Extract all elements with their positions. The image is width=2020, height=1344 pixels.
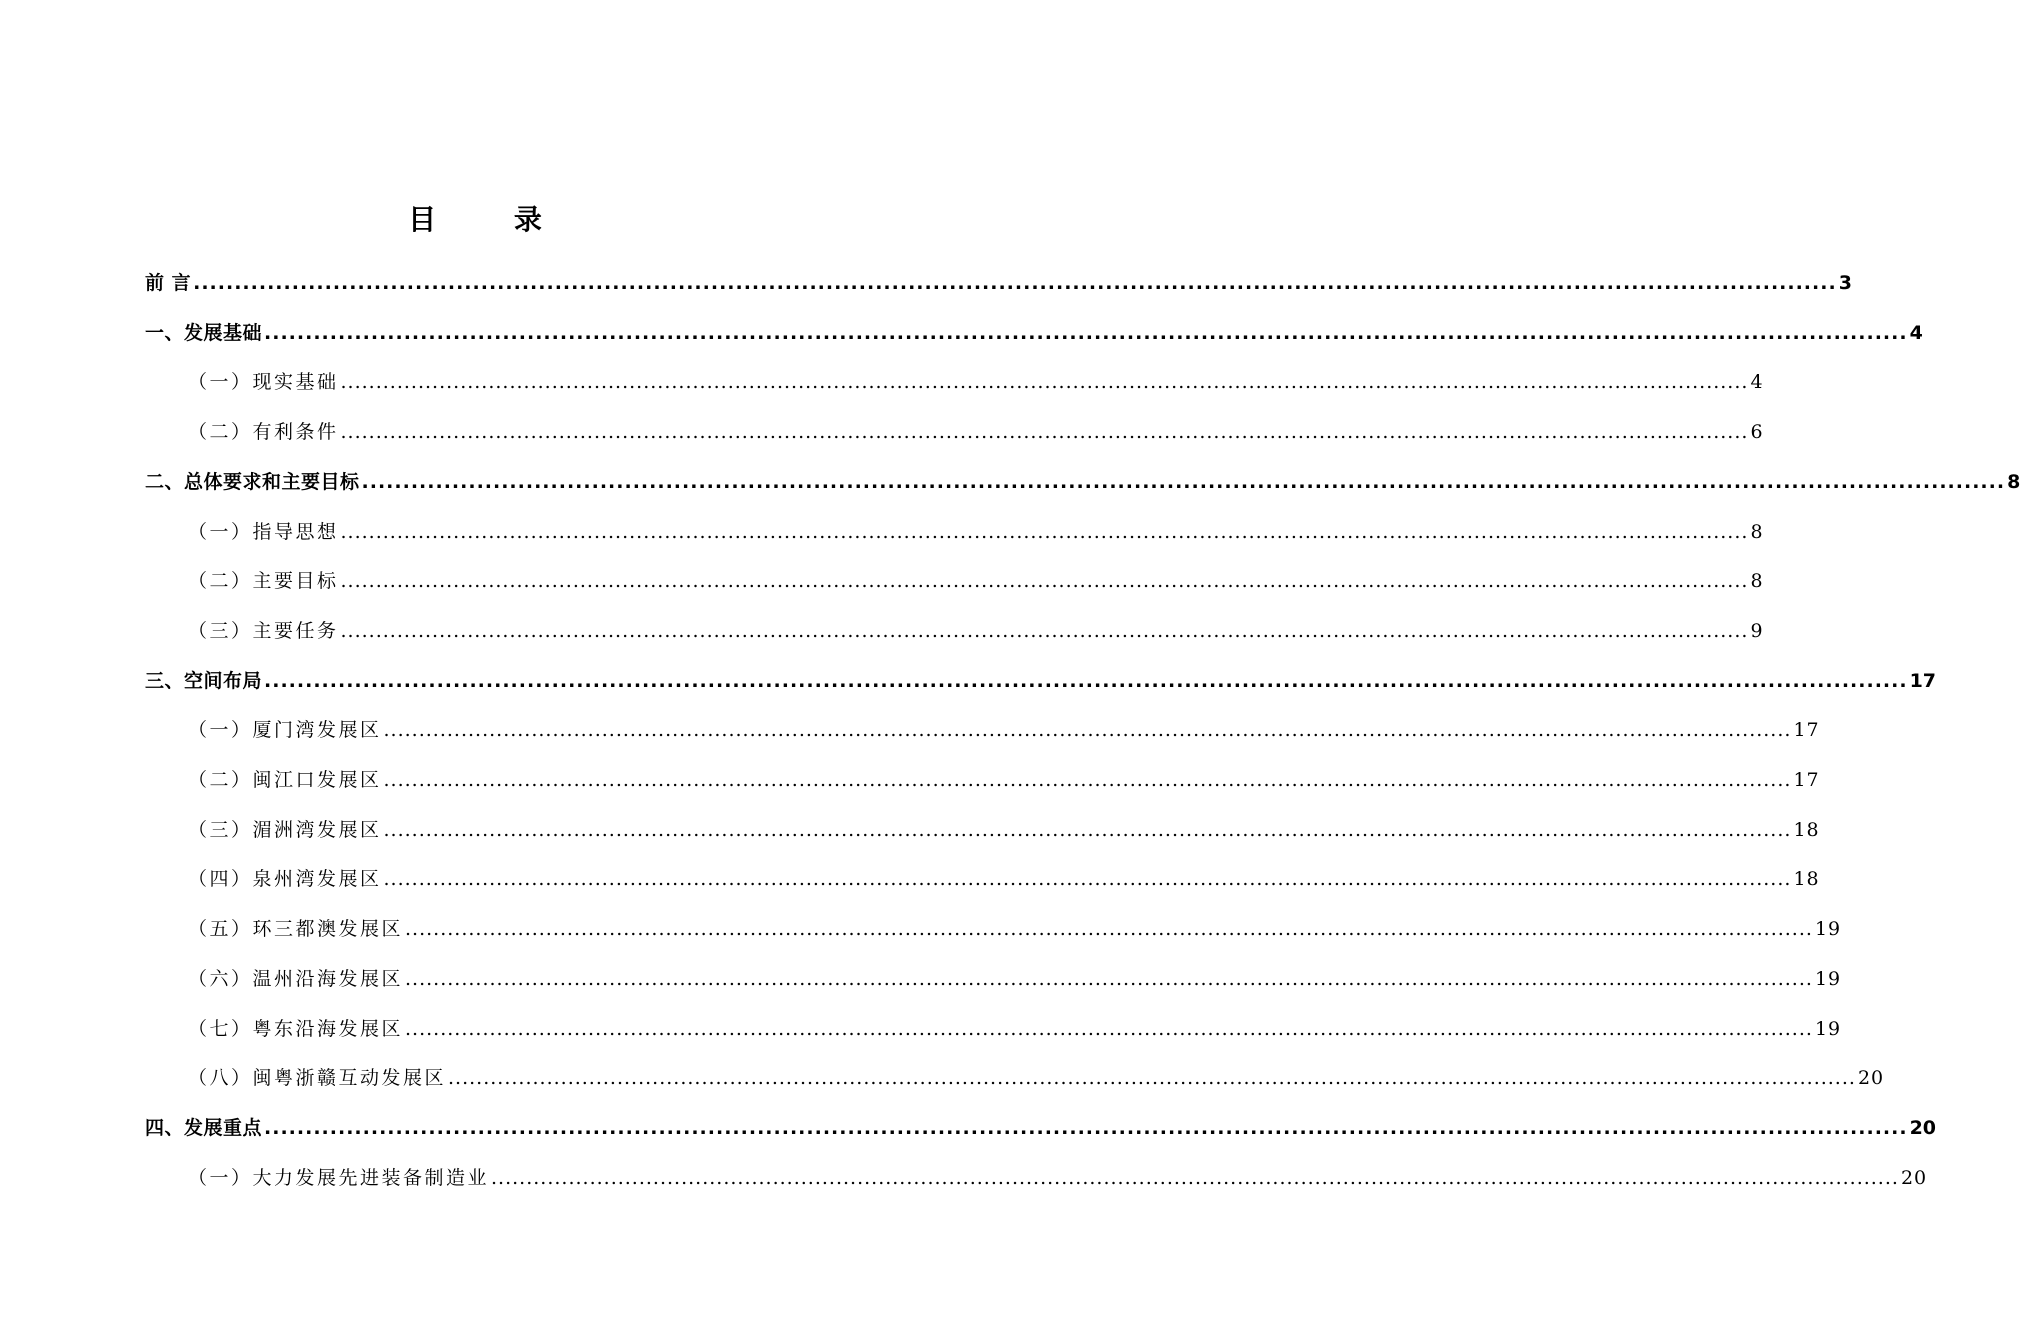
toc-chapter-entry[interactable]: [145, 268, 1852, 298]
dot-leader: ........................................................................................................................................................................................................: [383, 819, 1792, 841]
toc-entry-label: （一）指导思想: [188, 521, 339, 543]
toc-section-entry[interactable]: [188, 914, 1842, 944]
toc-entry-label: （二）有利条件: [188, 421, 339, 443]
toc-section-entry[interactable]: [188, 1063, 1885, 1093]
toc-entry-page-number: 8: [2007, 471, 2020, 493]
toc-entry-page-number: 18: [1793, 868, 1820, 890]
toc-entry-label: （三）湄洲湾发展区: [188, 819, 382, 841]
toc-section-entry[interactable]: [188, 964, 1842, 994]
toc-entry-label: 三、空间布局: [145, 670, 263, 692]
toc-entry-label: （八）闽粤浙赣互动发展区: [188, 1067, 447, 1089]
dot-leader: ........................................................................................................................................................................................................: [340, 620, 1749, 642]
toc-entry-label: （七）粤东沿海发展区: [188, 1018, 404, 1040]
toc-entry-page-number: 20: [1857, 1067, 1885, 1089]
toc-entry-page-number: 8: [1750, 570, 1764, 592]
toc-entry-page-number: 19: [1814, 968, 1842, 990]
dot-leader: ........................................................................................................................................................................................................: [340, 570, 1749, 592]
dot-leader: ........................................................................................................................................................................................................: [383, 719, 1792, 741]
toc-chapter-entry[interactable]: [145, 467, 2020, 497]
toc-entry-label: （二）主要目标: [188, 570, 339, 592]
toc-entry-label: （一）大力发展先进装备制造业: [188, 1167, 490, 1189]
toc-entry-label: （六）温州沿海发展区: [188, 968, 404, 990]
dot-leader: ........................................................................................................................................................................................................: [491, 1167, 1899, 1189]
dot-leader: ........................................................................................................................................................................................................: [340, 371, 1749, 393]
dot-leader: ........................................................................................................................................................................................................: [193, 272, 1837, 294]
toc-entry-page-number: 19: [1814, 1018, 1842, 1040]
toc-entry-page-number: 8: [1750, 521, 1764, 543]
page-title: 目 录: [408, 203, 576, 236]
toc-entry-label: （一）现实基础: [188, 371, 339, 393]
dot-leader: ........................................................................................................................................................................................................: [383, 868, 1792, 890]
toc-section-entry[interactable]: [188, 367, 1764, 397]
toc-section-entry[interactable]: [188, 517, 1764, 547]
toc-entry-page-number: 19: [1814, 918, 1842, 940]
dot-leader: ........................................................................................................................................................................................................: [383, 769, 1792, 791]
dot-leader: ........................................................................................................................................................................................................: [340, 521, 1749, 543]
toc-entry-page-number: 17: [1793, 769, 1820, 791]
toc-entry-label: 前 言: [145, 272, 192, 294]
toc-chapter-entry[interactable]: [145, 1113, 1937, 1143]
toc-entry-label: 四、发展重点: [145, 1117, 263, 1139]
toc-section-entry[interactable]: [188, 815, 1820, 845]
dot-leader: ........................................................................................................................................................................................................: [264, 1117, 1908, 1139]
toc-entry-page-number: 6: [1750, 421, 1764, 443]
dot-leader: ........................................................................................................................................................................................................: [405, 968, 1813, 990]
toc-entry-label: 二、总体要求和主要目标: [145, 471, 360, 493]
toc-entry-label: （二）闽江口发展区: [188, 769, 382, 791]
toc-section-entry[interactable]: [188, 1014, 1842, 1044]
toc-chapter-entry[interactable]: [145, 666, 1937, 696]
toc-entry-page-number: 9: [1750, 620, 1764, 642]
toc-entry-label: （三）主要任务: [188, 620, 339, 642]
toc-entry-page-number: 17: [1793, 719, 1820, 741]
dot-leader: ........................................................................................................................................................................................................: [264, 670, 1908, 692]
toc-section-entry[interactable]: [188, 417, 1764, 447]
dot-leader: ........................................................................................................................................................................................................: [448, 1067, 1856, 1089]
dot-leader: ........................................................................................................................................................................................................: [405, 1018, 1813, 1040]
dot-leader: ........................................................................................................................................................................................................: [405, 918, 1813, 940]
toc-entry-page-number: 18: [1793, 819, 1820, 841]
dot-leader: ........................................................................................................................................................................................................: [361, 471, 2006, 493]
toc-entry-page-number: 17: [1909, 670, 1937, 692]
toc-section-entry[interactable]: [188, 864, 1820, 894]
toc-chapter-entry[interactable]: [145, 318, 1923, 348]
dot-leader: ........................................................................................................................................................................................................: [264, 322, 1908, 344]
toc-entry-label: （五）环三都澳发展区: [188, 918, 404, 940]
toc-section-entry[interactable]: [188, 566, 1764, 596]
toc-section-entry[interactable]: [188, 765, 1820, 795]
toc-entry-page-number: 4: [1909, 322, 1923, 344]
toc-entry-page-number: 4: [1750, 371, 1764, 393]
toc-section-entry[interactable]: [188, 715, 1820, 745]
toc-section-entry[interactable]: [188, 1163, 1928, 1193]
toc-section-entry[interactable]: [188, 616, 1764, 646]
toc-entry-page-number: 20: [1900, 1167, 1928, 1189]
toc-entry-label: （四）泉州湾发展区: [188, 868, 382, 890]
dot-leader: ........................................................................................................................................................................................................: [340, 421, 1749, 443]
toc-entry-page-number: 3: [1838, 272, 1852, 294]
toc-entry-label: 一、发展基础: [145, 322, 263, 344]
toc-entry-page-number: 20: [1909, 1117, 1937, 1139]
toc-entry-label: （一）厦门湾发展区: [188, 719, 382, 741]
